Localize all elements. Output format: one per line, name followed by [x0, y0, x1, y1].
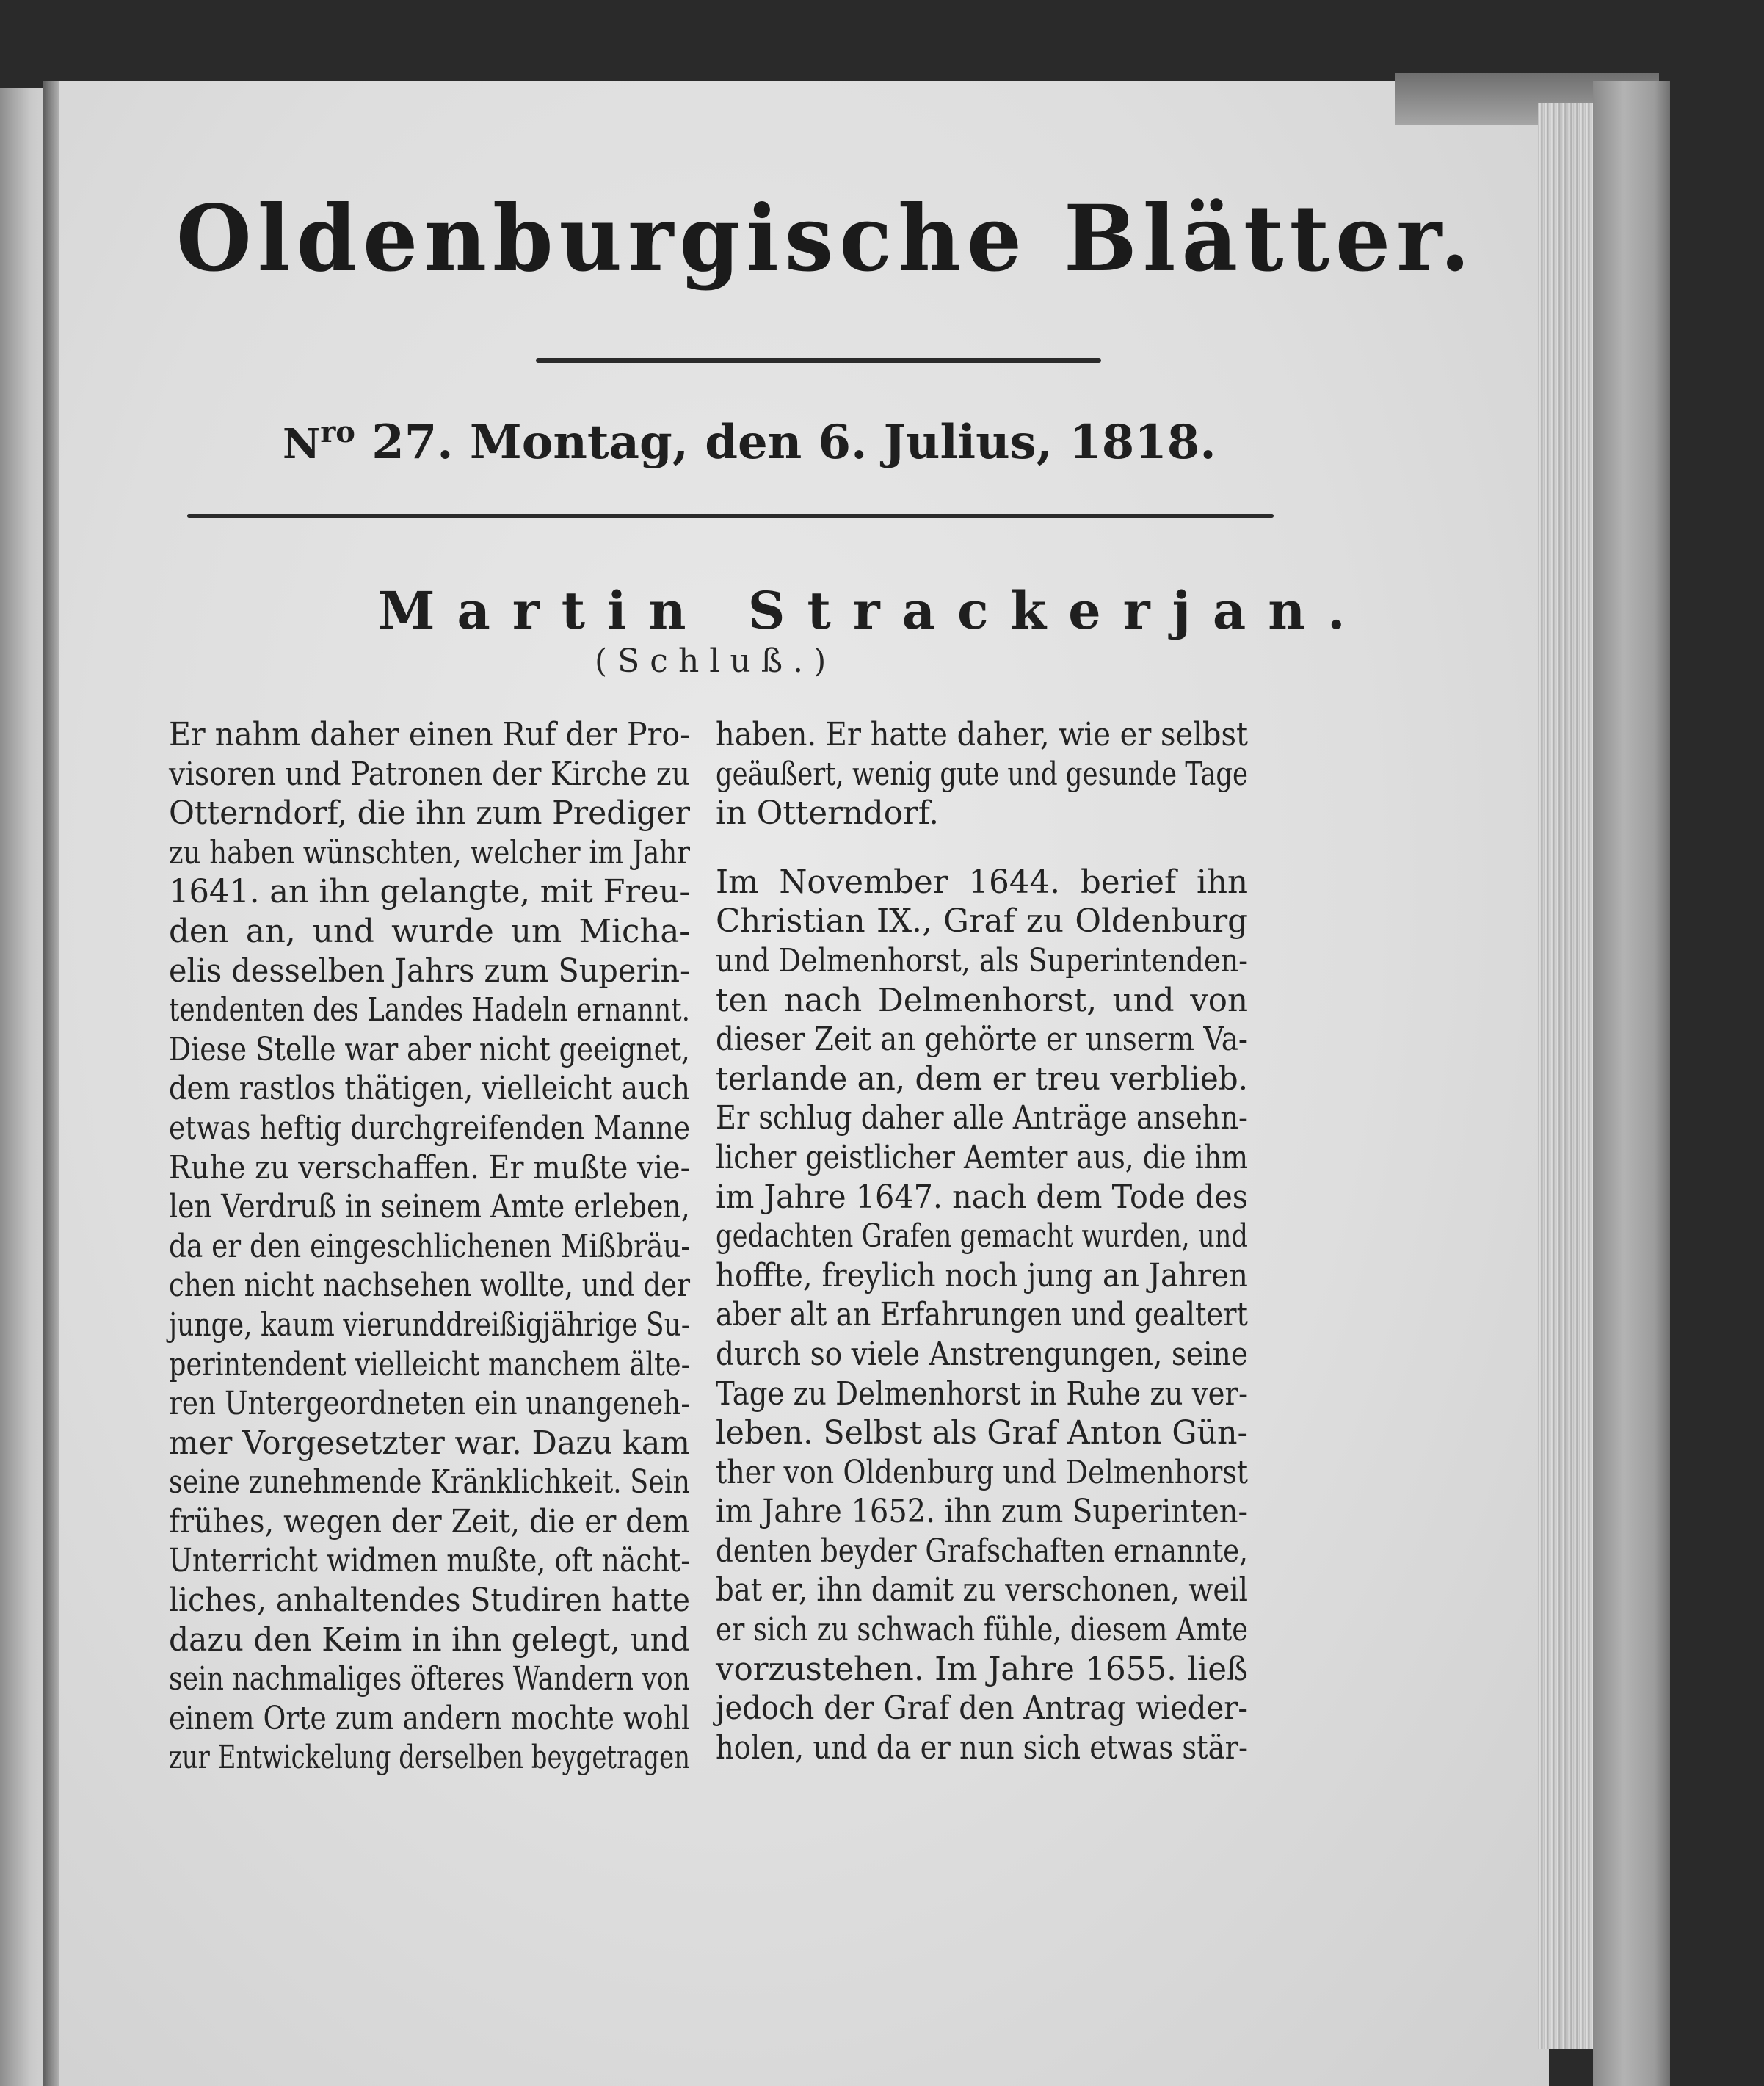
text-line: mer Vorgesetzter war. Dazu kam [169, 1424, 690, 1462]
text-line: elis desselben Jahrs zum Superin- [169, 952, 690, 990]
text-line: im Jahre 1652. ihn zum Superinten- [716, 1493, 1248, 1531]
text-line: aber alt an Erfahrungen und gealtert [716, 1297, 1248, 1334]
text-line: in Otterndorf. [716, 795, 940, 833]
issue-number-sup: ro [320, 415, 355, 449]
text-line: dazu den Keim in ihn gelegt, und [169, 1621, 690, 1659]
header-rule [187, 514, 1274, 518]
masthead-rule [536, 358, 1101, 363]
text-line: Christian IX., Graf zu Oldenburg [716, 903, 1248, 941]
text-line: haben. Er hatte daher, wie er selbst [716, 717, 1248, 753]
text-line: liches, anhaltendes Studiren hatte [169, 1582, 690, 1620]
masthead: Oldenburgische Blätter. [176, 184, 1476, 292]
text-line: dieser Zeit an gehörte er unserm Va- [716, 1021, 1248, 1059]
text-line: den an, und wurde um Micha- [169, 913, 690, 950]
issue-number-label: N [283, 420, 321, 468]
text-line: leben. Selbst als Graf Anton Gün- [716, 1415, 1248, 1452]
text-line: ren Untergeordneten ein unangeneh- [169, 1386, 690, 1423]
text-line: 1641. an ihn gelangte, mit Freu- [169, 874, 690, 911]
text-line: ten nach Delmenhorst, und von [716, 982, 1248, 1019]
issue-line [283, 415, 1216, 470]
article-title: Martin Strackerjan. [378, 580, 1368, 641]
text-line: Unterricht widmen mußte, oft nächt- [169, 1543, 690, 1580]
text-line: geäußert, wenig gute und gesunde Tage [716, 756, 1248, 793]
text-line: da er den eingeschlichenen Mißbräu- [169, 1228, 690, 1265]
text-line: junge, kaum vierunddreißigjährige Su- [169, 1306, 690, 1344]
text-line: Tage zu Delmenhorst in Ruhe zu ver- [716, 1375, 1248, 1413]
text-line: einem Orte zum andern mochte wohl [169, 1700, 690, 1737]
book-gutter [43, 81, 60, 2086]
text-line: jedoch der Graf den Antrag wieder- [716, 1690, 1248, 1728]
text-line: vorzustehen. Im Jahre 1655. ließ [716, 1651, 1248, 1688]
text-line: und Delmenhorst, als Superintenden- [716, 942, 1248, 979]
text-line: tendenten des Landes Hadeln ernannt. [169, 992, 690, 1029]
text-line: holen, und da er nun sich etwas stär- [716, 1729, 1248, 1767]
text-line: zu haben wünschten, welcher im Jahr [169, 834, 690, 872]
text-line: len Verdruß in seinem Amte erleben, [169, 1189, 690, 1226]
text-line: sein nachmaliges öfteres Wandern von [169, 1661, 690, 1698]
text-line: Er nahm daher einen Ruf der Pro- [169, 717, 690, 753]
text-line: etwas heftig durchgreifenden Manne [169, 1109, 690, 1147]
issue-date: Montag, den 6. Julius, 1818. [469, 415, 1216, 470]
text-line: chen nicht nachsehen wollte, und der [169, 1267, 690, 1305]
text-line: dem rastlos thätigen, vielleicht auch [169, 1071, 690, 1108]
text-line: im Jahre 1647. nach dem Tode des [716, 1178, 1248, 1216]
text-line: ther von Oldenburg und Delmenhorst [716, 1454, 1248, 1491]
issue-number: 27. [371, 415, 454, 470]
text-line: Er schlug daher alle Anträge ansehn- [716, 1100, 1248, 1137]
text-line: durch so viele Anstrengungen, seine [716, 1336, 1248, 1373]
text-line: licher geistlicher Aemter aus, die ihm [716, 1139, 1248, 1176]
text-line: denten beyder Grafschaften ernannte, [716, 1532, 1248, 1570]
text-line: zur Entwickelung derselben beygetragen [169, 1739, 690, 1777]
text-line: seine zunehmende Kränklichkeit. Sein [169, 1464, 690, 1502]
text-line: bat er, ihn damit zu verschonen, weil [716, 1572, 1248, 1609]
article-subtitle: (Schluß.) [595, 642, 837, 680]
text-line: perintendent vielleicht manchem älte- [169, 1346, 690, 1383]
text-line: gedachten Grafen gemacht wurden, und [716, 1218, 1248, 1256]
paragraph-gap [716, 834, 1248, 863]
right-column [716, 716, 1248, 1768]
book-cover-edge [1593, 81, 1670, 2086]
text-line: er sich zu schwach fühle, diesem Amte [716, 1612, 1248, 1649]
text-line: Diese Stelle war aber nicht geeignet, [169, 1031, 690, 1068]
text-line: frühes, wegen der Zeit, die er dem [169, 1503, 690, 1540]
left-column [169, 716, 690, 1778]
text-line: Ruhe zu verschaffen. Er mußte vie- [169, 1149, 690, 1187]
text-line: Im November 1644. berief ihn [716, 863, 1248, 901]
text-line: Otterndorf, die ihn zum Prediger [169, 795, 690, 833]
text-line: visoren und Patronen der Kirche zu [169, 756, 690, 793]
text-line: hoffte, freylich noch jung an Jahren [716, 1257, 1248, 1294]
text-line: terlande an, dem er treu verblieb. [716, 1060, 1248, 1098]
